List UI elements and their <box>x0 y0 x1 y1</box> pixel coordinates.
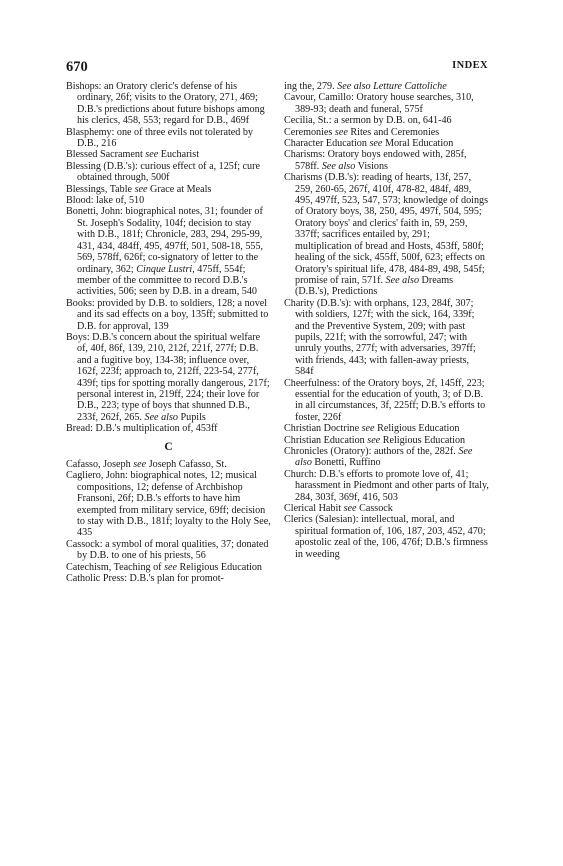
index-entry: Charity (D.B.'s): with orphans, 123, 284f, 307; with soldiers, 127f; with the sick, 164, 339f; and the Preventive System, 209; with past pupils, 221f; with the sorrowful, 247; with unruly youths, 277f; with adversaries, 397ff; with friends, 443; with fallen-away priests, 584f <box>284 297 476 378</box>
index-entry: Charisms (D.B.'s): reading of hearts, 13f, 257, 259, 260-65, 267f, 410f, 478-82, 484f, 489, 495, 497ff, 523, 547, 573; knowledge of doings of Oratory boys, 38, 250, 495, 497f, 504, 595; Oratory boys' and clerics' faith in, 59, 259, 337ff; sacrifices entailed by, 291; multiplication of bread and Hosts, 453ff, 580f; healing of the sick, 455ff, 500f, 623; effects on Oratory's spiritual life, 478, 484-89, 498, 545f; promise of rain, 571f. See also Dreams (D.B.'s), Predictions <box>284 172 489 298</box>
index-entry: Ceremonies see Rites and Ceremonies <box>284 126 440 138</box>
index-entry: Catechism, Teaching of see Religious Education <box>66 561 262 573</box>
index-entry: Cassock: a symbol of moral qualities, 37; donated by D.B. to one of his priests, 56 <box>66 538 269 562</box>
entries-group-c <box>66 459 271 584</box>
index-entry: Christian Doctrine see Religious Education <box>284 423 460 435</box>
index-entry: Cafasso, Joseph see Joseph Cafasso, St. <box>66 459 227 470</box>
index-entry: Bread: D.B.'s multiplication of, 453ff <box>66 423 218 435</box>
index-entry: Chronicles (Oratory): authors of the, 282f. See also Bonetti, Ruffino <box>284 446 473 469</box>
index-entry: Blessing (D.B.'s): curious effect of a, 125f; cure obtained through, 500f <box>66 160 260 184</box>
index-entry: Charisms: Oratory boys endowed with, 285f, 578ff. See also Visions <box>284 149 467 172</box>
index-entry: Blood: lake of, 510 <box>66 195 145 207</box>
index-entry: Clerical Habit see Cassock <box>284 503 393 515</box>
index-entry: Catholic Press: D.B.'s plan for promot- <box>66 573 224 585</box>
index-entry: Cavour, Camillo: Oratory house searches, 310, 389-93; death and funeral, 575f <box>284 92 474 115</box>
index-entry: Clerics (Salesian): intellectual, moral, and spiritual formation of, 106, 187, 203, 452, 470; apostolic zeal of the, 106, 476f; D.B.'s firmness in weeding <box>284 514 488 560</box>
index-column-left <box>66 81 271 584</box>
index-entry: Bonetti, John: biographical notes, 31; founder of St. Joseph's Sodality, 104f; decision to stay with D.B., 181f; Chronicle, 283, 294, 295-99, 431, 434, 484ff, 495, 497ff, 501, 508-18, 555, 569, 578ff, 626f; co-signatory of letter to the ordinary, 362; Cinque Lustri, 475ff, 554f; member of the committee to record D.B.'s activities, 506; seen by D.B. in a dream, 540 <box>66 206 264 298</box>
index-entry: Boys: D.B.'s concern about the spiritual welfare of, 40f, 86f, 139, 210, 212f, 221f, 277f; D.B. and a fugitive boy, 134-38; influence over, 162f, 223f; approach to, 212ff, 223-54, 277f, 439f; tips for spotting morally dangerous, 217f; personal interest in, 219ff, 224; their love for D.B., 223; type of boys that shunned D.B., 233f, 262f, 265. See also Pupils <box>66 331 270 423</box>
index-entry: ing the, 279. See also Letture Cattoliche <box>284 81 447 92</box>
entries-group-c-continued <box>284 81 489 560</box>
index-entry: Cecilia, St.: a sermon by D.B. on, 641-46 <box>284 115 452 127</box>
section-letter: C <box>164 440 173 453</box>
index-entry: Christian Education see Religious Education <box>284 434 466 446</box>
page-number: 670 <box>66 59 88 75</box>
index-entry: Character Education see Moral Education <box>284 138 454 150</box>
index-entry: Cagliero, John: biographical notes, 12; musical compositions, 12; defense of Archbishop Fransoni, 26f; D.B.'s efforts to have him exempted from military service, 69ff; decision to stay with D.B., 181f; loyalty to the Holy See, 435 <box>66 470 271 539</box>
running-head: INDEX <box>452 60 488 71</box>
index-column-right <box>284 81 489 560</box>
index-entry: Blessed Sacrament see Eucharist <box>66 149 200 161</box>
index-entry: Cheerfulness: of the Oratory boys, 2f, 145ff, 223; essential for the education of youth, 3; of D.B. in all circumstances, 3f, 225ff; D.B.'s efforts to foster, 226f <box>284 377 486 423</box>
index-entry: Bishops: an Oratory cleric's defense of his ordinary, 26f; visits to the Oratory, 271, 469; D.B.'s predictions about future bishops among his clerics, 458, 553; regard for D.B., 469f <box>66 81 265 127</box>
index-entry: Church: D.B.'s efforts to promote love of, 41; harassment in Piedmont and other parts of Italy, 284, 303f, 369f, 416, 503 <box>284 468 489 503</box>
index-entry: Blessings, Table see Grace at Meals <box>66 183 212 195</box>
page-header <box>66 59 488 75</box>
entries-group-b <box>66 81 271 435</box>
index-entry: Books: provided by D.B. to soldiers, 128; a novel and its sad effects on a boy, 135ff; submitted to D.B. for approval, 139 <box>66 297 269 332</box>
index-entry: Blasphemy: one of three evils not tolerated by D.B., 216 <box>66 126 253 150</box>
